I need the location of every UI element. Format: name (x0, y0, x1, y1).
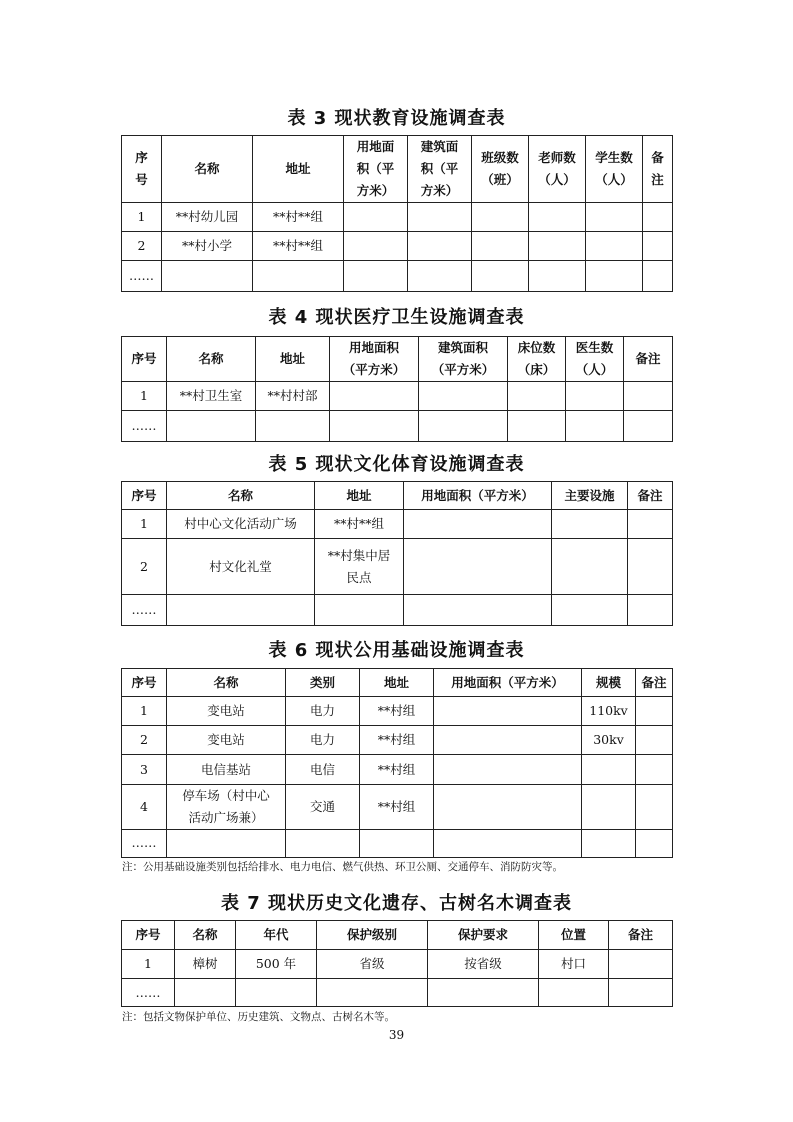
column-header: 用地面 积（平 方米） (344, 136, 408, 203)
column-header: 建筑面 积（平 方米） (408, 136, 472, 203)
column-header: 年代 (236, 921, 317, 950)
table-cell: 3 (122, 755, 167, 785)
table-6-title: 表 6 现状公用基础设施调查表 (268, 640, 525, 661)
table-cell: 变电站 (167, 697, 286, 726)
column-header: 用地面积（平方米） (434, 669, 582, 697)
header-row (122, 482, 673, 510)
table-row (122, 755, 673, 785)
table-cell: **村幼儿园 (162, 203, 253, 232)
table-cell (408, 232, 472, 261)
table-cell (472, 261, 529, 292)
table-5 (121, 481, 673, 626)
column-header: 序号 (122, 921, 175, 950)
table-cell (404, 510, 552, 539)
table-cell (236, 979, 317, 1007)
column-header: 保护要求 (428, 921, 539, 950)
table-cell (586, 232, 643, 261)
table-cell: 省级 (317, 950, 428, 979)
table-cell: …… (122, 595, 167, 626)
table-cell (419, 410, 508, 441)
table-cell: 500 年 (236, 950, 317, 979)
table-7-note: 注：包括文物保护单位、历史建筑、文物点、古树名木等。 (122, 1011, 395, 1023)
table-cell (628, 510, 673, 539)
column-header: 位置 (539, 921, 609, 950)
table-cell (636, 829, 673, 857)
table-cell (508, 381, 566, 410)
table-cell (419, 381, 508, 410)
table-cell (552, 539, 628, 595)
page-number: 39 (388, 1028, 405, 1042)
table-6-note: 注：公用基础设施类别包括给排水、电力电信、燃气供热、环卫公厕、交通停车、消防防灾等。 (122, 861, 563, 873)
table-cell: **村**组 (315, 510, 404, 539)
table-cell: 2 (122, 726, 167, 755)
table-cell: 2 (122, 539, 167, 595)
table-cell (404, 595, 552, 626)
header-row (122, 337, 673, 382)
table-cell: 变电站 (167, 726, 286, 755)
table-cell (317, 979, 428, 1007)
column-header: 类别 (286, 669, 360, 697)
table-cell: 电力 (286, 697, 360, 726)
table-cell: 按省级 (428, 950, 539, 979)
table-cell (539, 979, 609, 1007)
table-cell (552, 595, 628, 626)
table-cell (624, 410, 673, 441)
table-cell (256, 410, 330, 441)
table-row (122, 785, 673, 830)
column-header: 备 注 (643, 136, 673, 203)
column-header: 规模 (582, 669, 636, 697)
column-header: 建筑面积 （平方米） (419, 337, 508, 382)
table-row (122, 979, 673, 1007)
column-header: 老师数 （人） (529, 136, 586, 203)
column-header: 地址 (360, 669, 434, 697)
table-cell (428, 979, 539, 1007)
table-cell (586, 261, 643, 292)
table-cell: **村集中居 民点 (315, 539, 404, 595)
table-cell (315, 595, 404, 626)
table-cell: **村组 (360, 697, 434, 726)
table-cell: 1 (122, 381, 167, 410)
column-header: 医生数 （人） (566, 337, 624, 382)
table-cell: **村组 (360, 755, 434, 785)
table-cell: **村小学 (162, 232, 253, 261)
table-3-title: 表 3 现状教育设施调查表 (287, 108, 506, 129)
table-cell: 停车场（村中心 活动广场兼） (167, 785, 286, 830)
table-cell: 1 (122, 697, 167, 726)
table-cell (582, 829, 636, 857)
column-header: 用地面积 （平方米） (330, 337, 419, 382)
table-cell: …… (122, 829, 167, 857)
column-header: 名称 (167, 482, 315, 510)
column-header: 名称 (167, 669, 286, 697)
table-cell: 电信 (286, 755, 360, 785)
table-cell (434, 755, 582, 785)
table-cell: 村文化礼堂 (167, 539, 315, 595)
table-cell (330, 410, 419, 441)
table-cell (566, 410, 624, 441)
table-cell (434, 697, 582, 726)
column-header: 地址 (253, 136, 344, 203)
table-cell: …… (122, 410, 167, 441)
table-cell (643, 261, 673, 292)
table-cell (344, 232, 408, 261)
table-cell (434, 829, 582, 857)
table-cell (167, 829, 286, 857)
table-cell (529, 261, 586, 292)
column-header: 序号 (122, 669, 167, 697)
table-cell (344, 203, 408, 232)
table-cell (508, 410, 566, 441)
table-cell: 4 (122, 785, 167, 830)
table-cell (253, 261, 344, 292)
table-row (122, 510, 673, 539)
column-header: 序 号 (122, 136, 162, 203)
table-cell (636, 755, 673, 785)
table-cell: …… (122, 979, 175, 1007)
table-cell (175, 979, 236, 1007)
column-header: 地址 (315, 482, 404, 510)
table-cell (643, 203, 673, 232)
column-header: 序号 (122, 337, 167, 382)
column-header: 保护级别 (317, 921, 428, 950)
column-header: 名称 (175, 921, 236, 950)
table-cell (636, 785, 673, 830)
column-header: 学生数 （人） (586, 136, 643, 203)
column-header: 班级数 （班） (472, 136, 529, 203)
header-row (122, 669, 673, 697)
table-cell (636, 726, 673, 755)
column-header: 主要设施 (552, 482, 628, 510)
table-cell (529, 232, 586, 261)
table-cell: **村**组 (253, 203, 344, 232)
table-row (122, 381, 673, 410)
table-4-title: 表 4 现状医疗卫生设施调查表 (268, 307, 525, 328)
table-cell: 1 (122, 950, 175, 979)
table-row (122, 950, 673, 979)
table-3 (121, 135, 673, 292)
table-cell (529, 203, 586, 232)
table-row (122, 697, 673, 726)
table-cell (643, 232, 673, 261)
table-cell: **村组 (360, 785, 434, 830)
table-cell (344, 261, 408, 292)
table-cell (624, 381, 673, 410)
table-row (122, 595, 673, 626)
table-cell: 电信基站 (167, 755, 286, 785)
table-cell: 村中心文化活动广场 (167, 510, 315, 539)
column-header: 名称 (167, 337, 256, 382)
table-cell: …… (122, 261, 162, 292)
table-cell (472, 232, 529, 261)
table-cell: 电力 (286, 726, 360, 755)
table-row (122, 410, 673, 441)
table-cell (582, 755, 636, 785)
table-cell: 交通 (286, 785, 360, 830)
column-header: 用地面积（平方米） (404, 482, 552, 510)
table-cell (586, 203, 643, 232)
table-cell (566, 381, 624, 410)
table-cell (360, 829, 434, 857)
table-row (122, 232, 673, 261)
table-cell (609, 950, 673, 979)
table-cell: **村卫生室 (167, 381, 256, 410)
table-cell: **村村部 (256, 381, 330, 410)
table-cell (636, 697, 673, 726)
table-cell: 2 (122, 232, 162, 261)
column-header: 序号 (122, 482, 167, 510)
table-cell (628, 595, 673, 626)
column-header: 地址 (256, 337, 330, 382)
table-cell (609, 979, 673, 1007)
table-cell (628, 539, 673, 595)
header-row (122, 921, 673, 950)
table-cell (472, 203, 529, 232)
table-7-title: 表 7 现状历史文化遗存、古树名木调查表 (220, 893, 573, 914)
table-7 (121, 920, 673, 1007)
column-header: 床位数 （床） (508, 337, 566, 382)
table-cell (408, 203, 472, 232)
table-4 (121, 336, 673, 442)
table-cell: 110kv (582, 697, 636, 726)
table-cell (404, 539, 552, 595)
table-cell (552, 510, 628, 539)
table-row (122, 261, 673, 292)
header-row (122, 136, 673, 203)
table-cell (582, 785, 636, 830)
table-cell (167, 410, 256, 441)
table-cell (286, 829, 360, 857)
table-row (122, 539, 673, 595)
table-cell (167, 595, 315, 626)
table-cell (434, 785, 582, 830)
table-row (122, 726, 673, 755)
table-cell: 30kv (582, 726, 636, 755)
table-5-title: 表 5 现状文化体育设施调查表 (268, 454, 525, 475)
column-header: 备注 (636, 669, 673, 697)
table-row (122, 829, 673, 857)
table-cell: **村组 (360, 726, 434, 755)
column-header: 名称 (162, 136, 253, 203)
column-header: 备注 (624, 337, 673, 382)
column-header: 备注 (609, 921, 673, 950)
table-cell (330, 381, 419, 410)
table-cell: 村口 (539, 950, 609, 979)
table-cell (408, 261, 472, 292)
table-6 (121, 668, 673, 858)
table-row (122, 203, 673, 232)
table-cell (162, 261, 253, 292)
table-cell (434, 726, 582, 755)
column-header: 备注 (628, 482, 673, 510)
table-cell: 1 (122, 203, 162, 232)
table-cell: 樟树 (175, 950, 236, 979)
table-cell: **村**组 (253, 232, 344, 261)
table-cell: 1 (122, 510, 167, 539)
